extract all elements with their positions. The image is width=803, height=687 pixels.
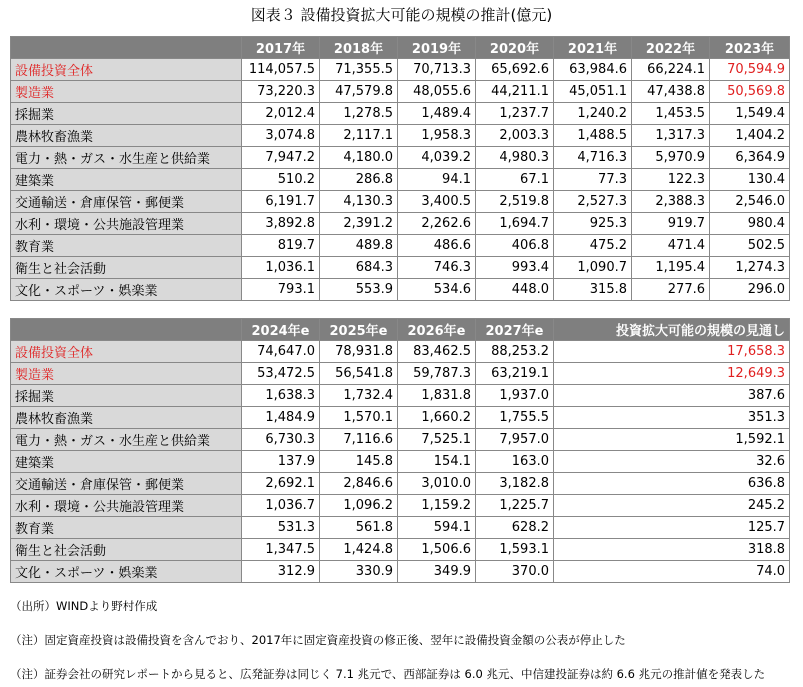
page-title: 図表３ 設備投資拡大可能の規模の推計(億元) [250,6,553,24]
outlook-cell: 351.3 [554,407,790,429]
value-cell: 70,713.3 [398,59,476,81]
value-cell: 67.1 [476,169,554,191]
value-cell: 746.3 [398,257,476,279]
value-cell: 980.4 [710,213,790,235]
row-label: 水利・環境・公共施設管理業 [11,495,242,517]
value-cell: 7,116.6 [320,429,398,451]
table-row [11,279,790,301]
year-header: 2024年e [242,319,320,341]
value-cell: 47,438.8 [632,81,710,103]
table-row [11,147,790,169]
row-label: 衛生と社会活動 [11,257,242,279]
header-row [11,37,790,59]
year-header: 2022年 [632,37,710,59]
row-label: 教育業 [11,235,242,257]
table-row [11,59,790,81]
row-label: 採掘業 [11,385,242,407]
outlook-cell: 12,649.3 [554,363,790,385]
value-cell: 349.9 [398,561,476,583]
row-label: 製造業 [11,81,242,103]
value-cell: 1,660.2 [398,407,476,429]
value-cell: 1,096.2 [320,495,398,517]
year-header: 2026年e [398,319,476,341]
table-row [11,341,790,363]
outlook-cell: 245.2 [554,495,790,517]
footnote-2: （注）証券会社の研究レポートから見ると、広発証券は同じく 7.1 兆元で、西部証券は 6.0 兆元、中信建投証券は約 6.6 兆元の推計値を発表した [10,667,766,681]
value-cell: 628.2 [476,517,554,539]
outlook-cell: 636.8 [554,473,790,495]
table-row [11,81,790,103]
table-row [11,235,790,257]
value-cell: 2,012.4 [242,103,320,125]
value-cell: 4,039.2 [398,147,476,169]
row-label: 交通輸送・倉庫保管・郵便業 [11,473,242,495]
table-row [11,539,790,561]
value-cell: 561.8 [320,517,398,539]
value-cell: 6,191.7 [242,191,320,213]
value-cell: 3,010.0 [398,473,476,495]
row-label: 電力・熱・ガス・水生産と供給業 [11,429,242,451]
value-cell: 1,274.3 [710,257,790,279]
value-cell: 1,937.0 [476,385,554,407]
row-label: 建築業 [11,169,242,191]
value-cell: 70,594.9 [710,59,790,81]
row-label: 農林牧畜漁業 [11,125,242,147]
value-cell: 406.8 [476,235,554,257]
value-cell: 1,424.8 [320,539,398,561]
value-cell: 2,117.1 [320,125,398,147]
outlook-cell: 32.6 [554,451,790,473]
row-label: 文化・スポーツ・娯楽業 [11,561,242,583]
table-row [11,257,790,279]
value-cell: 4,980.3 [476,147,554,169]
year-header: 2021年 [554,37,632,59]
value-cell: 1,195.4 [632,257,710,279]
footnote-1: （注）固定資産投資は設備投資を含んでおり、2017年に固定資産投資の修正後、翌年に設備投資金額の公表が停止した [10,633,626,647]
year-header: 2017年 [242,37,320,59]
value-cell: 475.2 [554,235,632,257]
value-cell: 2,519.8 [476,191,554,213]
value-cell: 2,692.1 [242,473,320,495]
value-cell: 71,355.5 [320,59,398,81]
year-header: 2025年e [320,319,398,341]
outlook-header: 投資拡大可能の規模の見通し [554,319,790,341]
value-cell: 1,225.7 [476,495,554,517]
table-row [11,169,790,191]
value-cell: 4,180.0 [320,147,398,169]
table-row [11,429,790,451]
value-cell: 53,472.5 [242,363,320,385]
year-header: 2019年 [398,37,476,59]
row-label: 教育業 [11,517,242,539]
value-cell: 74,647.0 [242,341,320,363]
value-cell: 1,488.5 [554,125,632,147]
table-row [11,495,790,517]
outlook-cell: 17,658.3 [554,341,790,363]
value-cell: 1,317.3 [632,125,710,147]
value-cell: 2,546.0 [710,191,790,213]
year-header: 2023年 [710,37,790,59]
value-cell: 7,957.0 [476,429,554,451]
value-cell: 7,525.1 [398,429,476,451]
row-label: 建築業 [11,451,242,473]
table-row [11,451,790,473]
table-row [11,517,790,539]
value-cell: 1,593.1 [476,539,554,561]
value-cell: 130.4 [710,169,790,191]
value-cell: 1,549.4 [710,103,790,125]
value-cell: 1,347.5 [242,539,320,561]
value-cell: 510.2 [242,169,320,191]
header-corner [11,37,242,59]
value-cell: 1,638.3 [242,385,320,407]
header-corner [11,319,242,341]
value-cell: 63,984.6 [554,59,632,81]
row-label: 文化・スポーツ・娯楽業 [11,279,242,301]
outlook-cell: 387.6 [554,385,790,407]
value-cell: 1,036.1 [242,257,320,279]
value-cell: 66,224.1 [632,59,710,81]
value-cell: 5,970.9 [632,147,710,169]
value-cell: 1,755.5 [476,407,554,429]
value-cell: 47,579.8 [320,81,398,103]
value-cell: 448.0 [476,279,554,301]
value-cell: 114,057.5 [242,59,320,81]
value-cell: 122.3 [632,169,710,191]
value-cell: 4,716.3 [554,147,632,169]
value-cell: 471.4 [632,235,710,257]
value-cell: 94.1 [398,169,476,191]
value-cell: 2,527.3 [554,191,632,213]
value-cell: 1,240.2 [554,103,632,125]
value-cell: 48,055.6 [398,81,476,103]
value-cell: 59,787.3 [398,363,476,385]
row-label: 製造業 [11,363,242,385]
row-label: 交通輸送・倉庫保管・郵便業 [11,191,242,213]
value-cell: 154.1 [398,451,476,473]
table-row [11,213,790,235]
value-cell: 44,211.1 [476,81,554,103]
value-cell: 486.6 [398,235,476,257]
year-header: 2020年 [476,37,554,59]
row-label: 衛生と社会活動 [11,539,242,561]
row-label: 農林牧畜漁業 [11,407,242,429]
value-cell: 65,692.6 [476,59,554,81]
value-cell: 3,400.5 [398,191,476,213]
value-cell: 1,694.7 [476,213,554,235]
table-row [11,385,790,407]
value-cell: 163.0 [476,451,554,473]
value-cell: 7,947.2 [242,147,320,169]
table-row [11,125,790,147]
value-cell: 993.4 [476,257,554,279]
investment-table-forecast [10,318,790,583]
table-row [11,363,790,385]
value-cell: 286.8 [320,169,398,191]
value-cell: 925.3 [554,213,632,235]
value-cell: 3,074.8 [242,125,320,147]
row-label: 電力・熱・ガス・水生産と供給業 [11,147,242,169]
value-cell: 684.3 [320,257,398,279]
outlook-cell: 1,592.1 [554,429,790,451]
table-row [11,103,790,125]
outlook-cell: 318.8 [554,539,790,561]
value-cell: 56,541.8 [320,363,398,385]
value-cell: 315.8 [554,279,632,301]
row-label: 設備投資全体 [11,59,242,81]
value-cell: 531.3 [242,517,320,539]
value-cell: 1,090.7 [554,257,632,279]
value-cell: 3,182.8 [476,473,554,495]
row-label: 設備投資全体 [11,341,242,363]
value-cell: 594.1 [398,517,476,539]
value-cell: 45,051.1 [554,81,632,103]
value-cell: 3,892.8 [242,213,320,235]
value-cell: 793.1 [242,279,320,301]
value-cell: 1,036.7 [242,495,320,517]
value-cell: 4,130.3 [320,191,398,213]
value-cell: 489.8 [320,235,398,257]
value-cell: 50,569.8 [710,81,790,103]
value-cell: 6,730.3 [242,429,320,451]
value-cell: 78,931.8 [320,341,398,363]
value-cell: 1,278.5 [320,103,398,125]
header-row [11,319,790,341]
value-cell: 502.5 [710,235,790,257]
value-cell: 1,489.4 [398,103,476,125]
row-label: 水利・環境・公共施設管理業 [11,213,242,235]
value-cell: 2,003.3 [476,125,554,147]
year-header: 2027年e [476,319,554,341]
value-cell: 1,570.1 [320,407,398,429]
value-cell: 83,462.5 [398,341,476,363]
value-cell: 553.9 [320,279,398,301]
value-cell: 1,831.8 [398,385,476,407]
value-cell: 63,219.1 [476,363,554,385]
outlook-cell: 74.0 [554,561,790,583]
value-cell: 819.7 [242,235,320,257]
outlook-cell: 125.7 [554,517,790,539]
investment-table-historical [10,36,790,301]
year-header: 2018年 [320,37,398,59]
row-label: 採掘業 [11,103,242,125]
value-cell: 330.9 [320,561,398,583]
value-cell: 2,262.6 [398,213,476,235]
source-note: （出所）WINDより野村作成 [10,599,158,613]
value-cell: 6,364.9 [710,147,790,169]
value-cell: 277.6 [632,279,710,301]
value-cell: 1,404.2 [710,125,790,147]
value-cell: 1,159.2 [398,495,476,517]
value-cell: 312.9 [242,561,320,583]
table-row [11,407,790,429]
value-cell: 145.8 [320,451,398,473]
value-cell: 2,388.3 [632,191,710,213]
value-cell: 296.0 [710,279,790,301]
table-row [11,191,790,213]
value-cell: 534.6 [398,279,476,301]
value-cell: 2,846.6 [320,473,398,495]
value-cell: 137.9 [242,451,320,473]
value-cell: 77.3 [554,169,632,191]
value-cell: 1,237.7 [476,103,554,125]
value-cell: 1,958.3 [398,125,476,147]
value-cell: 1,453.5 [632,103,710,125]
table-row [11,473,790,495]
value-cell: 73,220.3 [242,81,320,103]
value-cell: 919.7 [632,213,710,235]
value-cell: 88,253.2 [476,341,554,363]
value-cell: 370.0 [476,561,554,583]
value-cell: 2,391.2 [320,213,398,235]
value-cell: 1,484.9 [242,407,320,429]
table-row [11,561,790,583]
value-cell: 1,732.4 [320,385,398,407]
value-cell: 1,506.6 [398,539,476,561]
